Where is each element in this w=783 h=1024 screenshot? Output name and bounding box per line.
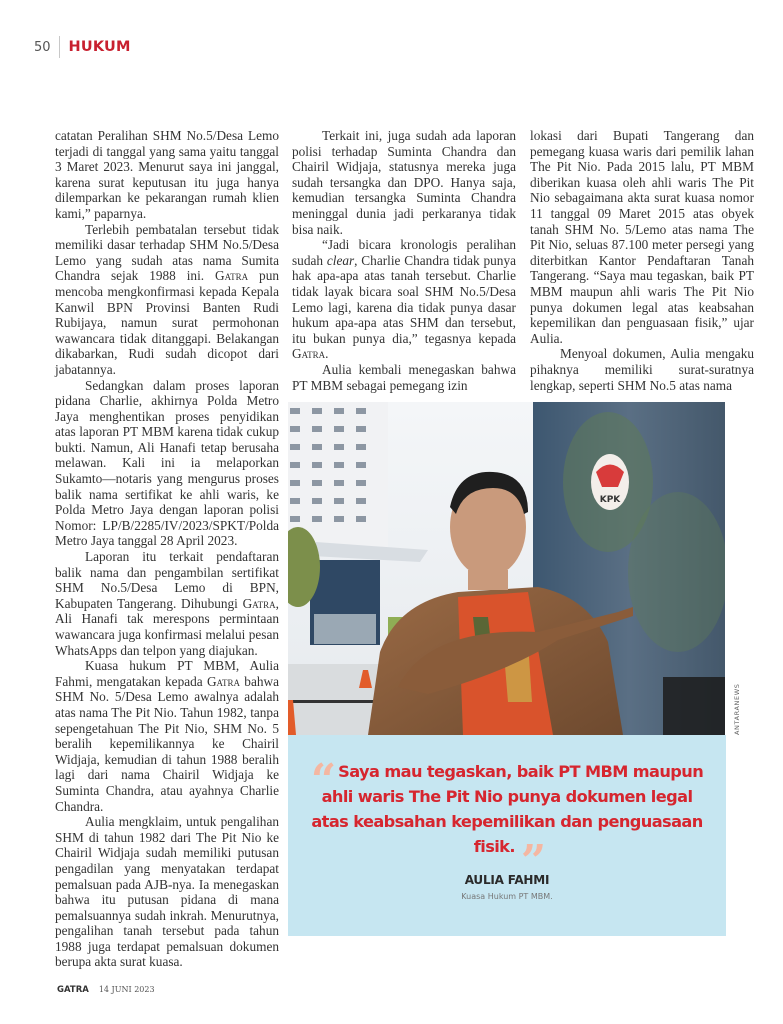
italic-term: clear [326,252,355,268]
magazine-name: Gatra [242,595,276,611]
article-column-3 [530,128,754,393]
paragraph: Aulia kembali menegaskan bahwa PT MBM sebagai pemegang izin [292,361,516,393]
magazine-name: Gatra [215,268,249,284]
paragraph: catatan Peralihan SHM No.5/Desa Lemo terjadi di tanggal yang sama yaitu tanggal 3 Maret 2023. Menurut saya ini janggal, karena surat keputusan itu juga hanya dilemparkan ke pekarangan rumah klien kami,” paparnya. [55,128,279,221]
pull-quote-text: Saya mau tegaskan, baik PT MBM maupun ahli waris The Pit Nio punya dokumen legal atas keabsahan kepemilikan dan penguasaan fisik. [311,762,704,856]
photo-credit: ANTARANEWS [733,683,741,735]
quote-speaker-role: Kuasa Hukum PT MBM. [461,892,553,901]
magazine-name: Gatra [206,673,241,689]
open-quote-icon: “ [310,755,331,806]
paragraph: Aulia mengklaim, untuk pengalihan SHM di tahun 1982 dari The Pit Nio ke Chairil Widjaja sudah memiliki putusan pengadilan yang menyatakan terdapat pemalsuan pada AJB-nya. Ia menegaskan bahwa itu putusan pidana di mana pemalsuannya sudah inkrah. Menurutnya, pengalihan tanah tersebut pada tahun 1988 juga terdapat pemalsuan dokumen berupa akta surat kuasa. [55,814,279,970]
paragraph: Terlebih pembatalan tersebut tidak memiliki dasar terhadap SHM No.5/Desa Lemo yang sudah atas nama Sumita Chandra sejak 1988 ini. Gatra pun mencoba mengkonfirmasi kepada Kepala Kanwil BPN Provinsi Banten Rudi Rubijaya, namun surat permohonan wawancara tidak ditanggapi. Belakangan dikabarkan, Rudi sudah dicopot dari jabatannya. [55,221,279,377]
kpk-sign-text: KPK [599,495,621,505]
photo-illustration [288,402,725,735]
section-title: HUKUM [68,39,131,55]
paragraph: Laporan itu terkait pendaftaran balik nama dan pengambilan sertifikat SHM No.5/Desa Lemo di BPN, Kabupaten Tangerang. Dihubungi Gatra, Ali Hanafi tak merespons permintaan wawancara juga konfirmasi melalui pesan WhatsApps dan telpon yang diajukan. [55,549,279,658]
article-column-1 [55,128,279,970]
quote-speaker: AULIA FAHMI [464,873,550,887]
page-footer [57,985,155,995]
pull-quote-box [288,735,726,936]
paragraph: Menyoal dokumen, Aulia mengaku pihaknya memiliki surat-suratnya lengkap, seperti SHM No.5 atas nama [530,346,754,393]
paragraph: “Jadi bicara kronologis peralihan sudah clear, Charlie Chandra tidak punya hak apa-apa atas tanah tersebut. Charlie tidak layak bicara soal SHM No.5/Desa Lemo lagi, karena dia tidak punya dasar hukum apa-apa atas SHM dan tersebut, itu bukan punya dia,” tegasnya kepada Gatra. [292,237,516,362]
footer-date: 14 JUNI 2023 [98,985,155,994]
close-quote-icon: ” [520,836,541,887]
magazine-name: Gatra [292,346,326,362]
paragraph: Kuasa hukum PT MBM, Aulia Fahmi, mengatakan kepada Gatra bahwa SHM No. 5/Desa Lemo awalnya adalah atas nama The Pit Nio. Tahun 1982, tanpa sepengetahuan The Pit Nio, SHM No. 5 beralih kepemilikannya ke Chairil Widjaja, kemudian di tahun 1988 beralih lagi dari nama Chairil Widjaja ke Suminta Chandra, atau ayahnya Charlie Chandra. [55,658,279,814]
page-number: 50 [34,39,51,55]
paragraph: lokasi dari Bupati Tangerang dan pemegang kuasa waris dari pemilik lahan The Pit Nio. Pada 2015 lalu, PT MBM diberikan kuasa oleh ahli waris The Pit Nio sebagaimana akta surat kuasa nomor 11 tanggal 09 Maret 2015 atas obyek tanah SHM No. 5/Lemo atas nama The Pit Nio, seluas 87.100 meter persegi yang diterbitkan Kantor Pendaftaran Tanah Tangerang. “Saya mau tegaskan, baik PT MBM maupun ahli waris The Pit Nio punya dokumen legal atas keabsahan kepemilikan dan penguasaan fisik,” ujar Aulia. [530,128,754,346]
header-divider [59,36,60,58]
paragraph: Sedangkan dalam proses laporan pidana Charlie, akhirnya Polda Metro Jaya menghentikan proses penyidikan atas laporan PT MBM karena tidak cukup bukti. Namun, Ali Hanafi tetap berusaha melawan. Kali ini ia melaporkan Sukamto—notaris yang mengurus proses balik nama sertifikat ke ahli waris, ke Polda Metro Jaya dengan laporan polisi Nomor: LP/B/2285/IV/2023/SPKT/Polda Metro Jaya tanggal 28 April 2023. [55,377,279,549]
paragraph: Terkait ini, juga sudah ada laporan polisi terhadap Suminta Chandra dan Chairil Widjaja, statusnya mereka juga sudah tersangka dan DPO. Hanya saja, kemudian tersangka Suminta Chandra meninggal dunia jadi perkaranya tidak bisa naik. [292,128,516,237]
article-photo [288,402,725,735]
article-column-2 [292,128,516,393]
page-header [34,36,131,58]
footer-brand: GATRA [57,985,89,995]
